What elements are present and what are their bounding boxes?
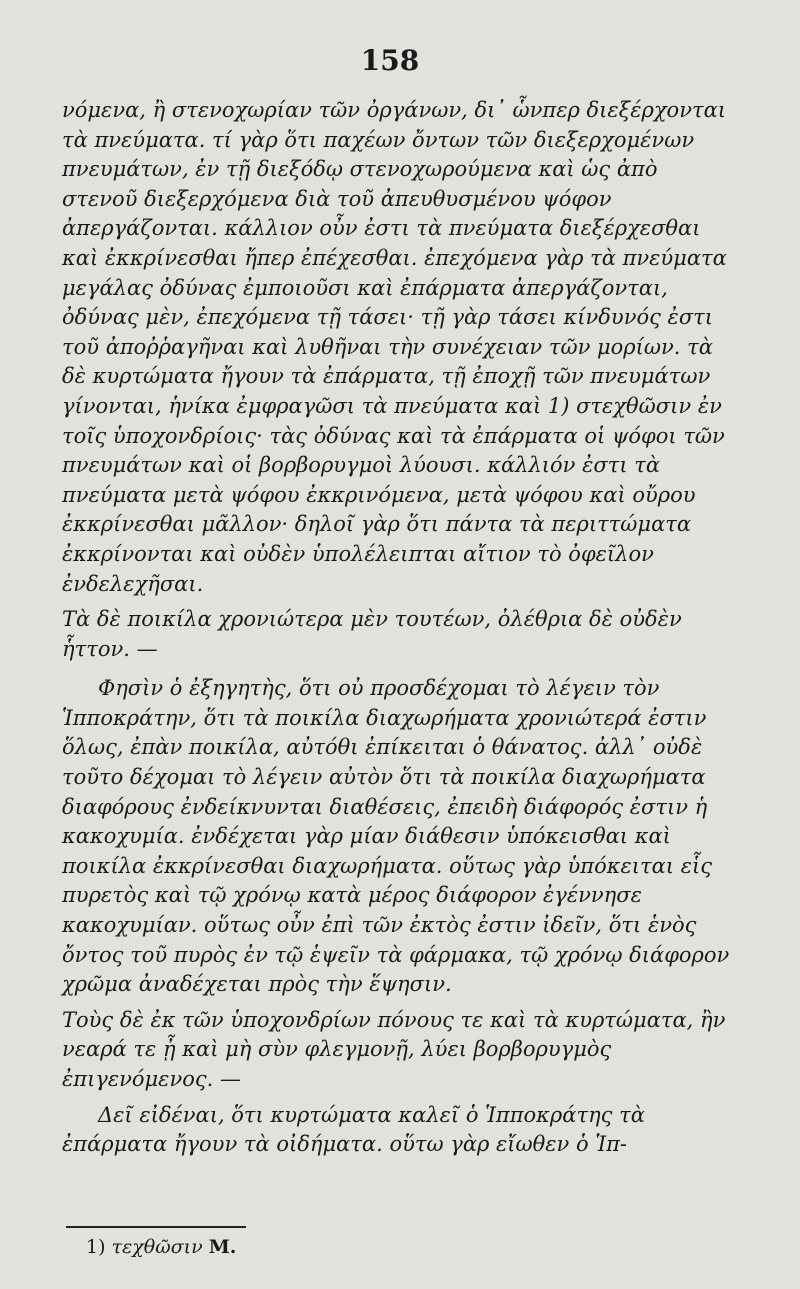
commentary-paragraph-2: Φησὶν ὁ ἐξηγητὴς, ὅτι οὐ προσδέχομαι τὸ λέγειν τὸν Ἱπποκράτην, ὅτι τὰ ποικίλα διαχωρήματα χρονιώτερά ἐστιν ὅλως, ἐπὰν ποικίλα, αὐτόθι ἐπίκειται ὁ θάνατος. ἀλλ᾿ οὐδὲ τοῦτο δέχομαι τὸ λέγειν αὐτὸν ὅτι τὰ ποικίλα διαχωρήματα διαφόρους ἐνδείκνυνται διαθέσεις, ἐπειδὴ διάφορός ἐστιν ἡ κακοχυμία. ἐνδέχεται γὰρ μίαν διάθεσιν ὑπόκεισθαι καὶ ποικίλα ἐκκρίνεσθαι διαχωρήματα. οὕτως γὰρ ὑπόκειται εἷς πυρετὸς καὶ τῷ χρόνῳ κατὰ μέρος διάφορον ἐγέννησε κακοχυμίαν. οὕτως οὖν ἐπὶ τῶν ἐκτὸς ἐστιν ἰδεῖν, ὅτι ἑνὸς ὄντος τοῦ πυρὸς ἐν τῷ ἑψεῖν τὰ φάρμακα, τῷ χρόνῳ διάφορον χρῶμα ἀναδέχεται πρὸς τὴν ἕψησιν. (62, 676, 730, 997)
footnote (86, 1236, 236, 1258)
footnote-divider (66, 1226, 246, 1228)
lemma-paragraph-1: Τὰ δὲ ποικίλα χρονιώτερα μὲν τουτέων, ὀλέθρια δὲ οὐδὲν ἧττον. — (62, 607, 682, 661)
page-number: 158 (360, 44, 420, 77)
footnote-marker: 1) (86, 1236, 106, 1258)
footnote-word: τεχθῶσιν (111, 1236, 203, 1258)
commentary-paragraph-1: νόμενα, ἢ στενοχωρίαν τῶν ὀργάνων, δι᾿ ὧνπερ διεξέρχονται τὰ πνεύματα. τί γὰρ ὅτι παχέων ὄντων τῶν διεξερχομένων πνευμάτων, ἐν τῇ διεξόδῳ στενοχωρούμενα καὶ ὡς ἀπὸ στενοῦ διεξερχόμενα διὰ τοῦ ἀπευθυσμένου ψόφον ἀπεργάζονται. κάλλιον οὖν ἐστι τὰ πνεύματα διεξέρχεσθαι καὶ ἐκκρίνεσθαι ἤπερ ἐπέχεσθαι. ἐπεχόμενα γὰρ τὰ πνεύματα μεγάλας ὀδύνας ἐμποιοῦσι καὶ ἐπάρματα ἀπεργάζονται, ὀδύνας μὲν, ἐπεχόμενα τῇ τάσει· τῇ γὰρ τάσει κίνδυνός ἐστι τοῦ ἀποῤῥαγῆναι καὶ λυθῆναι τὴν συνέχειαν τῶν μορίων. τὰ δὲ κυρτώματα ἤγουν τὰ ἐπάρματα, τῇ ἐποχῇ τῶν πνευμάτων γίνονται, ἡνίκα ἐμφραγῶσι τὰ πνεύματα καὶ 1) στεχθῶσιν ἐν τοῖς ὑποχονδρίοις· τὰς ὀδύνας καὶ τὰ ἐπάρματα οἱ ψόφοι τῶν πνευμάτων καὶ οἱ βορβορυγμοὶ λύουσι. κάλλιόν ἐστι τὰ πνεύματα μετὰ ψόφου ἐκκρινόμενα, μετὰ ψόφου καὶ οὔρου ἐκκρίνεσθαι μᾶλλον· δηλοῖ γὰρ ὅτι πάντα τὰ περιττώματα ἐκκρίνονται καὶ οὐδὲν ὑπολέλειπται αἴτιον τὸ ὀφεῖλον ἐνδελεχῆσαι. (62, 98, 727, 596)
footnote-sigla: M. (208, 1236, 237, 1258)
commentary-paragraph-3: Δεῖ εἰδέναι, ὅτι κυρτώματα καλεῖ ὁ Ἱπποκράτης τὰ ἐπάρματα ἤγουν τὰ οἰδήματα. οὕτω γὰρ εἴωθεν ὁ Ἱπ- (62, 1102, 645, 1157)
lemma-paragraph-2: Τοὺς δὲ ἐκ τῶν ὑποχονδρίων πόνους τε καὶ τὰ κυρτώματα, ἢν νεαρά τε ᾖ καὶ μὴ σὺν φλεγμονῇ, λύει βορβορυγμὸς ἐπιγενόμενος. — (62, 1007, 726, 1091)
main-text (62, 96, 730, 1160)
